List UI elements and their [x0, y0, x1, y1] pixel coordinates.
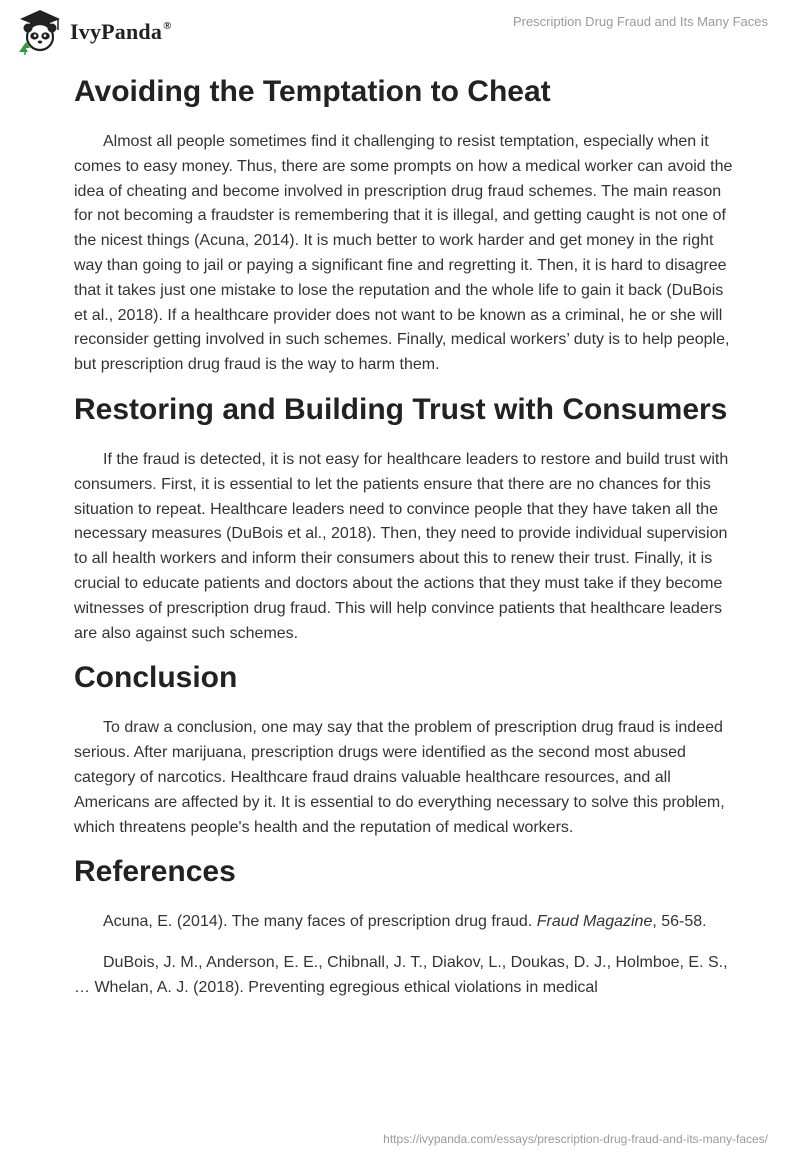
- page-title-header: Prescription Drug Fraud and Its Many Faces: [512, 14, 768, 29]
- page-header: [0, 0, 800, 64]
- section-paragraph-trust: If the fraud is detected, it is not easy for healthcare leaders to restore and build trust with consumers. First, it is essential to let the patients ensure that there are no chances for this situation to repeat. Healthcare leaders need to convince people that they have taken all the necessary measures (DuBois et al., 2018). Then, they need to provide individual supervision to all health workers and inform their consumers about this to renew their trust. Finally, it is crucial to educate patients and doctors about the actions that they must take if they become witnesses of prescription drug fraud. This will help convince patients that healthcare leaders are also against such schemes.: [74, 450, 729, 642]
- references-heading: References: [74, 855, 236, 889]
- section-heading-temptation: Avoiding the Temptation to Cheat: [74, 75, 551, 108]
- panda-logo-icon: [16, 8, 64, 56]
- section-paragraph-conclusion: To draw a conclusion, one may say that the problem of prescription drug fraud is indeed serious. After marijuana, prescription drugs were identified as the second most abused category of narcotics. Healthcare fraud drains valuable healthcare resources, and all Americans are affected by it. It is essential to do everything necessary to solve this problem, which threatens people's health and the reputation of medical workers.: [74, 719, 725, 836]
- section-paragraph-temptation: Almost all people sometimes find it challenging to resist temptation, especially when it comes to easy money. Thus, there are some prompts on how a medical worker can avoid the idea of cheating and become involved in prescription drug fraud schemes. The main reason for not becoming a fraudster is remembering that it is illegal, and getting caught is not one of the nicest things (Acuna, 2014). It is much better to work harder and get money in the right way than going to jail or paying a significant fine and regretting it. Then, it is hard to disagree that it takes just one mistake to lose the reputation and the whole life to gain it back (DuBois et al., 2018). If a healthcare provider does not want to be known as a criminal, he or she will reconsider getting involved in such schemes. Finally, medical workers’ duty is to help people, but prescription drug fraud is the way to harm them.: [74, 133, 733, 374]
- registered-mark: ®: [163, 20, 172, 32]
- reference-item: DuBois, J. M., Anderson, E. E., Chibnall, J. T., Diakov, L., Doukas, D. J., Holmboe, E. S., … Whelan, A. J. (2018). Preventing egregious ethical violations in medical: [74, 954, 728, 996]
- reference-item: Acuna, E. (2014). The many faces of prescription drug fraud. Fraud Magazine, 56-58.: [103, 913, 707, 931]
- journal-title: Fraud Magazine: [536, 913, 653, 931]
- section-heading-conclusion: Conclusion: [74, 661, 238, 695]
- brand-name: IvyPanda®: [70, 19, 172, 44]
- footer-url-link[interactable]: https://ivypanda.com/essays/prescription-drug-fraud-and-its-many-faces/: [383, 1132, 768, 1146]
- essay-content: [74, 70, 734, 1017]
- brand-logo[interactable]: [16, 8, 172, 56]
- section-heading-trust: Restoring and Building Trust with Consumers: [74, 392, 728, 426]
